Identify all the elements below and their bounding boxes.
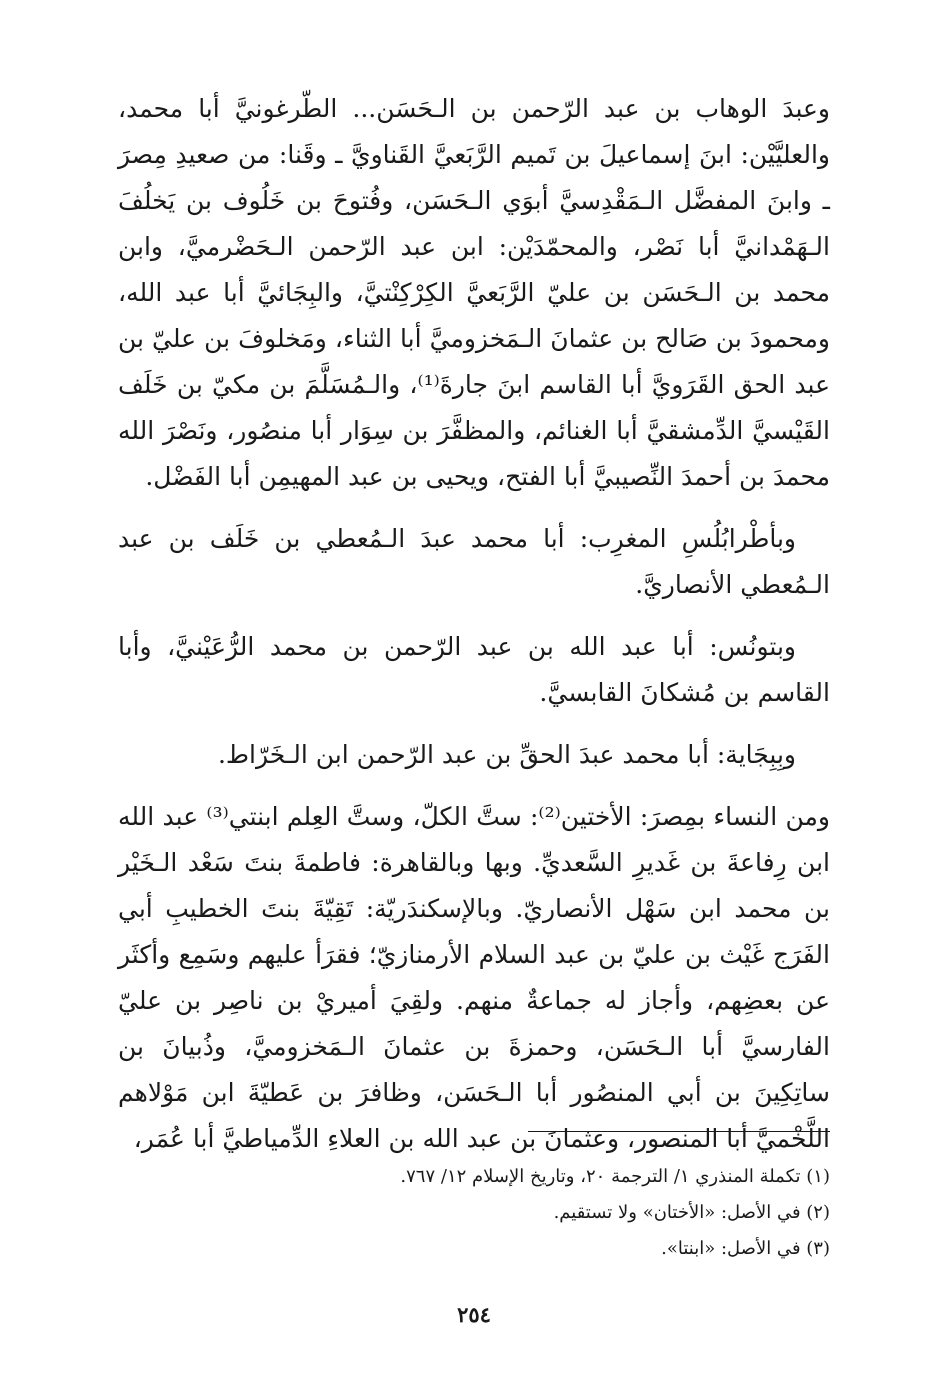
footnote-1: (١) تكملة المنذري ١/ الترجمة ٢٠، وتاريخ الإسلام ١٢/ ٧٦٧. xyxy=(400,1166,830,1187)
footnote-2: (٢) في الأصل: «الأختان» ولا تستقيم. xyxy=(553,1202,830,1223)
footnote-3: (٣) في الأصل: «ابنتا». xyxy=(661,1238,830,1259)
footnotes xyxy=(118,1159,830,1267)
paragraph-tripoli: وبأطْرابُلُسِ المغرِب: أبا محمد عبدَ الـمُعطي بن خَلَف بن عبد الـمُعطي الأنصاريَّ. xyxy=(118,524,830,599)
footnote-divider xyxy=(528,1131,830,1132)
paragraph-women: ومن النساء بمِصرَ: الأختين⁽²⁾: ستَّ الكلّ، وستَّ العِلم ابنتي⁽³⁾ عبد الله ابن رِفاعةَ بن غَديرِ السَّعديِّ. وبها وبالقاهرة: فاطمةَ بنتَ سَعْد الـخَيْر بن محمد ابن سَهْل الأنصاريّ. وبالإسكندَريّة: تَقِيّةَ بنتَ الخطيبِ أبي الفَرَج غَيْث بن عليّ بن عبد السلام الأرمنازيّ؛ فقرَأ عليهم وسَمِع وأكثَر عن بعضِهم، وأجاز له جماعةٌ منهم. ولقِيَ أميريْ بن ناصِر بن عليّ الفارسيَّ أبا الـحَسَن، وحمزةَ بن عثمانَ الـمَخزوميَّ، وذُبيانَ بن ساتِكِينَ بن أبي المنصُور أبا الـحَسَن، وظافرَ بن عَطيّةَ ابن مَوْلاهم اللَّخْميَّ أبا المنصور، وعثمانَ بن عبد الله بن العلاءِ الدِّمياطيَّ أبا عُمَر، xyxy=(118,802,830,1153)
paragraph-tunis: وبتونُس: أبا عبد الله بن عبد الرّحمن بن محمد الرُّعَيْنيَّ، وأبا القاسم بن مُشكانَ القابسيَّ. xyxy=(118,632,830,707)
paragraph-scholars-list: وعبدَ الوهاب بن عبد الرّحمن بن الـحَسَن... الطّرغونيَّ أبا محمد، والعليَّيْن: ابنَ إسماعيلَ بن تَميم الرَّبَعيَّ القَناويَّ ـ وقَنا: من صعيدِ مِصرَ ـ وابنَ المفضَّل الـمَقْدِسيَّ أبوَي الـحَسَن، وفُتوحَ بن خَلُوف بن يَخلُفَ الـهَمْدانيَّ أبا نَصْر، والمحمّدَيْن: ابن عبد الرّحمن الـحَضْرميَّ، وابن محمد بن الـحَسَن بن عليّ الرَّبَعيَّ الكِرْكِنْتيَّ، والبِجَائيَّ أبا عبد الله، ومحمودَ بن صَالح بن عثمانَ الـمَخزوميَّ أبا الثناء، ومَخلوفَ بن عليّ بن عبد الحق القَرَويَّ أبا القاسم ابنَ جارةَ⁽¹⁾، والـمُسَلَّمَ بن مكيّ بن خَلَف القَيْسيَّ الدِّمشقيَّ أبا الغنائم، والمظفَّرَ بن سِوَار أبا منصُور، ونَصْرَ الله محمدَ بن أحمدَ النِّصيبيَّ أبا الفتح، ويحيى بن عبد المهيمِن أبا الفَضْل. xyxy=(118,94,830,491)
main-text xyxy=(118,86,830,1162)
page-number: ٢٥٤ xyxy=(457,1302,491,1327)
paragraph-bijaya: وبِبِجَاية: أبا محمد عبدَ الحقِّ بن عبد الرّحمن ابن الـخَرّاط. xyxy=(217,740,796,769)
